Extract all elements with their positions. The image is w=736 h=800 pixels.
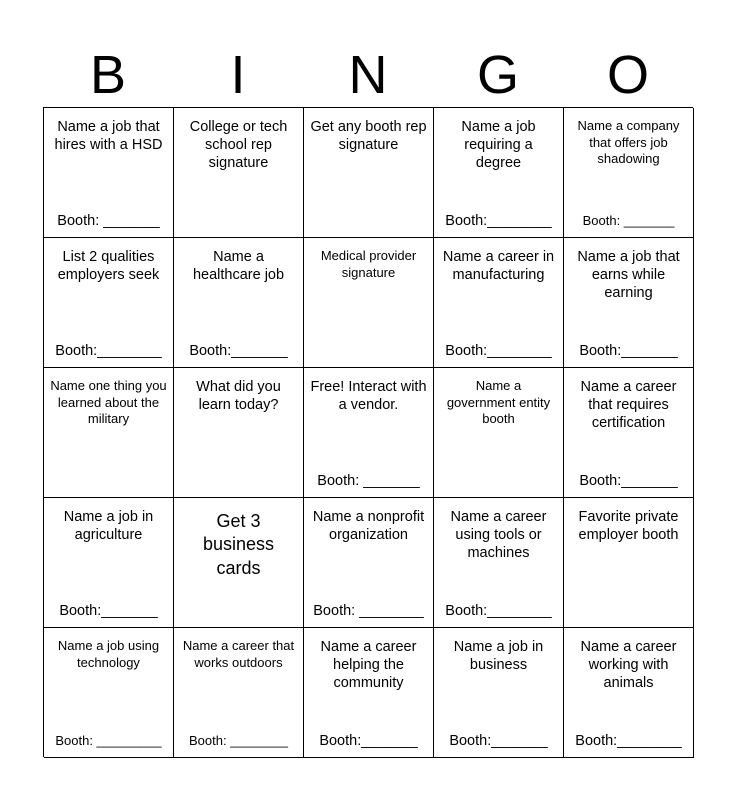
header-letter-n: N <box>348 45 388 105</box>
bingo-cell[interactable] <box>44 498 174 628</box>
booth-blank: Booth:_______ <box>189 343 288 359</box>
booth-blank: Booth:_______ <box>579 473 678 489</box>
bingo-cell[interactable] <box>434 108 564 238</box>
bingo-cell[interactable] <box>44 628 174 758</box>
bingo-board <box>43 107 693 757</box>
bingo-cell[interactable] <box>434 238 564 368</box>
bingo-cell[interactable] <box>434 628 564 758</box>
bingo-cell[interactable] <box>174 498 304 628</box>
bingo-cell[interactable] <box>564 368 694 498</box>
cell-prompt: Medical provider signature <box>320 248 417 280</box>
booth-blank: Booth: _______ <box>582 213 675 228</box>
cell-prompt: Name a healthcare job <box>192 249 285 284</box>
cell-prompt: Free! Interact with a vendor. <box>310 379 427 414</box>
header-letter-i: I <box>230 45 246 105</box>
bingo-cell[interactable] <box>174 368 304 498</box>
booth-blank: Booth: _______ <box>317 473 420 489</box>
cell-prompt: Name a career in manufacturing <box>442 249 555 284</box>
booth-blank: Booth:________ <box>445 343 552 359</box>
cell-prompt: Name a company that offers job shadowing <box>577 118 680 167</box>
cell-prompt: Name one thing you learned about the military <box>50 378 167 427</box>
cell-prompt: Name a job in business <box>453 639 544 674</box>
bingo-cell[interactable] <box>174 238 304 368</box>
cell-prompt: Name a career that works outdoors <box>182 638 295 670</box>
header-letter-b: B <box>89 45 127 105</box>
booth-blank: Booth:________ <box>575 733 682 749</box>
cell-prompt: Name a job that hires with a HSD <box>54 119 163 154</box>
cell-prompt: Favorite private employer booth <box>578 509 679 544</box>
cell-prompt: List 2 qualities employers seek <box>57 249 160 284</box>
cell-prompt: College or tech school rep signature <box>189 119 288 172</box>
booth-blank: Booth:_______ <box>449 733 548 749</box>
booth-blank: Booth:________ <box>445 213 552 229</box>
bingo-cell[interactable] <box>564 238 694 368</box>
header-letter-o: O <box>606 45 649 105</box>
bingo-cell[interactable] <box>44 368 174 498</box>
bingo-header <box>43 44 693 106</box>
cell-prompt: What did you learn today? <box>196 379 281 414</box>
bingo-cell[interactable] <box>44 238 174 368</box>
cell-prompt: Name a job in agriculture <box>63 509 154 544</box>
bingo-cell[interactable] <box>304 108 434 238</box>
cell-prompt: Name a career using tools or machines <box>450 509 547 562</box>
bingo-cell[interactable] <box>434 498 564 628</box>
bingo-cell[interactable] <box>564 628 694 758</box>
bingo-cell[interactable] <box>304 498 434 628</box>
bingo-cell[interactable] <box>564 498 694 628</box>
cell-prompt: Name a career helping the community <box>320 639 417 692</box>
cell-prompt: Name a government entity booth <box>446 378 551 427</box>
cell-prompt: Name a career working with animals <box>580 639 677 692</box>
cell-prompt: Name a job using technology <box>57 638 160 670</box>
bingo-cell[interactable] <box>564 108 694 238</box>
cell-prompt: Get any booth rep signature <box>310 119 427 154</box>
booth-blank: Booth: _______ <box>57 213 160 229</box>
booth-blank: Booth:________ <box>55 343 162 359</box>
cell-prompt: Name a job that earns while earning <box>577 249 680 302</box>
booth-blank: Booth: ________ <box>313 603 424 619</box>
booth-blank: Booth:_______ <box>579 343 678 359</box>
booth-blank: Booth: _________ <box>55 733 162 748</box>
cell-prompt: Get 3 business cards <box>202 511 275 578</box>
bingo-cell[interactable] <box>174 628 304 758</box>
booth-blank: Booth: ________ <box>188 733 289 748</box>
bingo-cell[interactable] <box>44 108 174 238</box>
cell-prompt: Name a career that requires certification <box>580 379 677 432</box>
cell-prompt: Name a job requiring a degree <box>461 119 536 172</box>
booth-blank: Booth:_______ <box>59 603 158 619</box>
bingo-cell[interactable] <box>304 368 434 498</box>
bingo-cell[interactable] <box>434 368 564 498</box>
booth-blank: Booth:________ <box>445 603 552 619</box>
booth-blank: Booth:_______ <box>319 733 418 749</box>
header-letter-g: G <box>476 45 519 105</box>
bingo-cell[interactable] <box>304 628 434 758</box>
bingo-cell[interactable] <box>304 238 434 368</box>
cell-prompt: Name a nonprofit organization <box>312 509 425 544</box>
bingo-cell[interactable] <box>174 108 304 238</box>
